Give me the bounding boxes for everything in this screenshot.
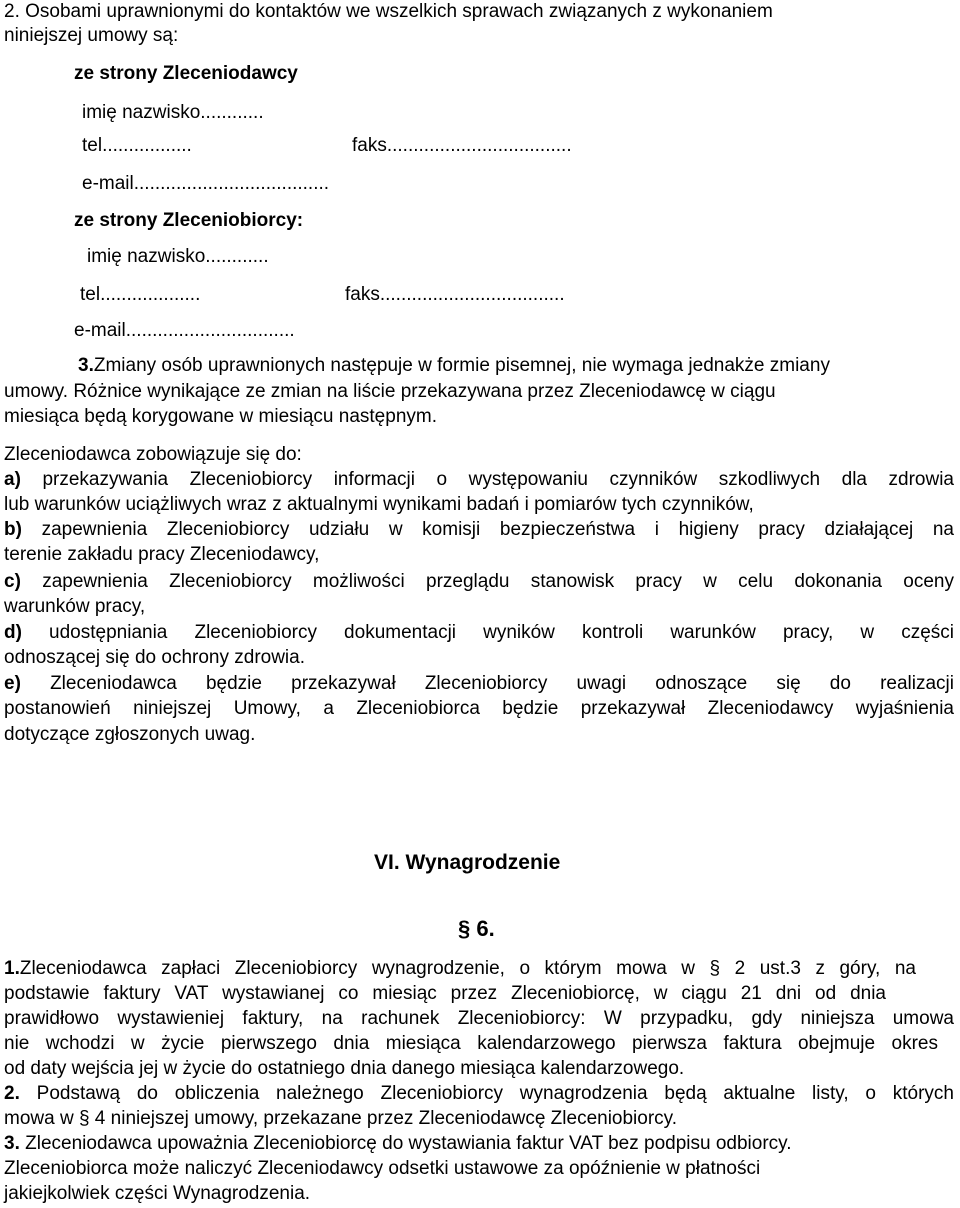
- payment-2-line-2: mowa w § 4 niniejszej umowy, przekazane przez Zleceniodawcę Zleceniobiorcy.: [4, 1108, 678, 1129]
- payment-2-line-1: [4, 1083, 954, 1105]
- obligation-b-line-1: [4, 519, 954, 541]
- obligation-a-line-1: [4, 469, 954, 491]
- point-3-text: Zmiany osób uprawnionych następuje w formie pisemnej, nie wymaga jednakże zmiany: [93, 355, 830, 376]
- obligation-e-text: Zleceniodawca będzie przekazywał Zleceniobiorcy uwagi odnoszące się do realizacji: [50, 673, 955, 694]
- obligation-e-line-2: postanowień niniejszej Umowy, a Zleceniobiorca będzie przekazywał Zleceniodawcy wyjaśnienia: [4, 698, 954, 719]
- obligation-e-line-1: [4, 673, 954, 695]
- contractor-contact-name: imię nazwisko............: [87, 246, 269, 267]
- obligation-d-line-1: [4, 622, 954, 644]
- contractor-contact-fax: faks...................................: [345, 284, 565, 305]
- payment-1-line-2: podstawie faktury VAT wystawianej co miesiąc przez Zleceniobiorcę, w ciągu 21 dni od dnia: [4, 983, 886, 1004]
- payment-3-line-2: Zleceniobiorca może naliczyć Zleceniodawcy odsetki ustawowe za opóźnienie w płatności: [4, 1158, 761, 1179]
- contractor-contact-email: e-mail................................: [74, 320, 295, 341]
- paragraph-number: § 6.: [458, 916, 495, 941]
- payment-1-line-3: prawidłowo wystawieniej faktury, na rachunek Zleceniobiorcy: W przypadku, gdy niniejsza umowa: [4, 1008, 954, 1029]
- section-heading: VI. Wynagrodzenie: [374, 851, 561, 874]
- obligation-a-label: a): [4, 469, 21, 490]
- client-contact-tel: tel.................: [82, 135, 192, 156]
- payment-1-line-1: [4, 958, 916, 980]
- obligation-e-line-3: dotyczące zgłoszonych uwag.: [4, 724, 256, 745]
- payment-1-number: 1.: [4, 958, 20, 979]
- client-contact-name: imię nazwisko............: [82, 102, 264, 123]
- contractor-contact-tel: tel...................: [80, 284, 201, 305]
- payment-3-line-1: [4, 1133, 792, 1155]
- payment-2-text: Podstawą do obliczenia należnego Zleceniobiorcy wynagrodzenia będą aktualne listy, o których: [36, 1083, 954, 1104]
- obligation-d-text: udostępniania Zleceniobiorcy dokumentacji wyników kontroli warunków pracy, w części: [49, 622, 954, 643]
- point-3-line-1: [4, 355, 830, 377]
- payment-1-line-4: nie wchodzi w życie pierwszego dnia miesiąca kalendarzowego pierwsza faktura obejmuje okres: [4, 1033, 938, 1054]
- obligation-b-text: zapewnienia Zleceniobiorcy udziału w komisji bezpieczeństwa i higieny pracy działającej na: [41, 519, 954, 540]
- obligations-intro: Zleceniodawca zobowiązuje się do:: [4, 444, 302, 465]
- obligation-d-label: d): [4, 622, 22, 643]
- point-3-line-3: miesiąca będą korygowane w miesiącu następnym.: [4, 406, 437, 427]
- obligation-d-line-2: odnoszącej się do ochrony zdrowia.: [4, 647, 306, 668]
- obligation-a-text: przekazywania Zleceniobiorcy informacji o występowaniu czynników szkodliwych dla zdrowia: [42, 469, 954, 490]
- client-contact-fax: faks...................................: [352, 135, 572, 156]
- payment-1-text: Zleceniodawca zapłaci Zleceniobiorcy wynagrodzenie, o którym mowa w § 2 ust.3 z góry, na: [19, 958, 916, 979]
- obligation-c-text: zapewnienia Zleceniobiorcy możliwości przeglądu stanowisk pracy w celu dokonania oceny: [42, 571, 954, 592]
- point-2-line-1: 2. Osobami uprawnionymi do kontaktów we wszelkich sprawach związanych z wykonaniem: [4, 1, 773, 22]
- point-2-line-2: niniejszej umowy są:: [4, 25, 179, 46]
- payment-3-line-3: jakiejkolwiek części Wynagrodzenia.: [4, 1183, 311, 1204]
- obligation-e-label: e): [4, 673, 21, 694]
- obligation-a-line-2: lub warunków uciążliwych wraz z aktualnymi wynikami badań i pomiarów tych czynników,: [4, 494, 754, 515]
- payment-1-line-5: od daty wejścia jej w życie do ostatniego dnia danego miesiąca kalendarzowego.: [4, 1058, 685, 1079]
- payment-3-text: Zleceniodawca upoważnia Zleceniobiorcę do wystawiania faktur VAT bez podpisu odbiorcy.: [25, 1133, 792, 1154]
- point-3-number: 3.: [78, 355, 94, 376]
- obligation-c-line-2: warunków pracy,: [4, 596, 146, 617]
- obligation-b-label: b): [4, 519, 22, 540]
- payment-2-number: 2.: [4, 1083, 20, 1104]
- obligation-b-line-2: terenie zakładu pracy Zleceniodawcy,: [4, 544, 320, 565]
- obligation-c-label: c): [4, 571, 21, 592]
- contractor-contact-header: ze strony Zleceniobiorcy:: [74, 210, 304, 231]
- payment-3-number: 3.: [4, 1133, 20, 1154]
- client-contact-email: e-mail.....................................: [82, 173, 330, 194]
- point-3-line-2: umowy. Różnice wynikające ze zmian na liście przekazywana przez Zleceniodawcę w ciągu: [4, 381, 776, 402]
- client-contact-header: ze strony Zleceniodawcy: [74, 63, 298, 84]
- obligation-c-line-1: [4, 571, 954, 593]
